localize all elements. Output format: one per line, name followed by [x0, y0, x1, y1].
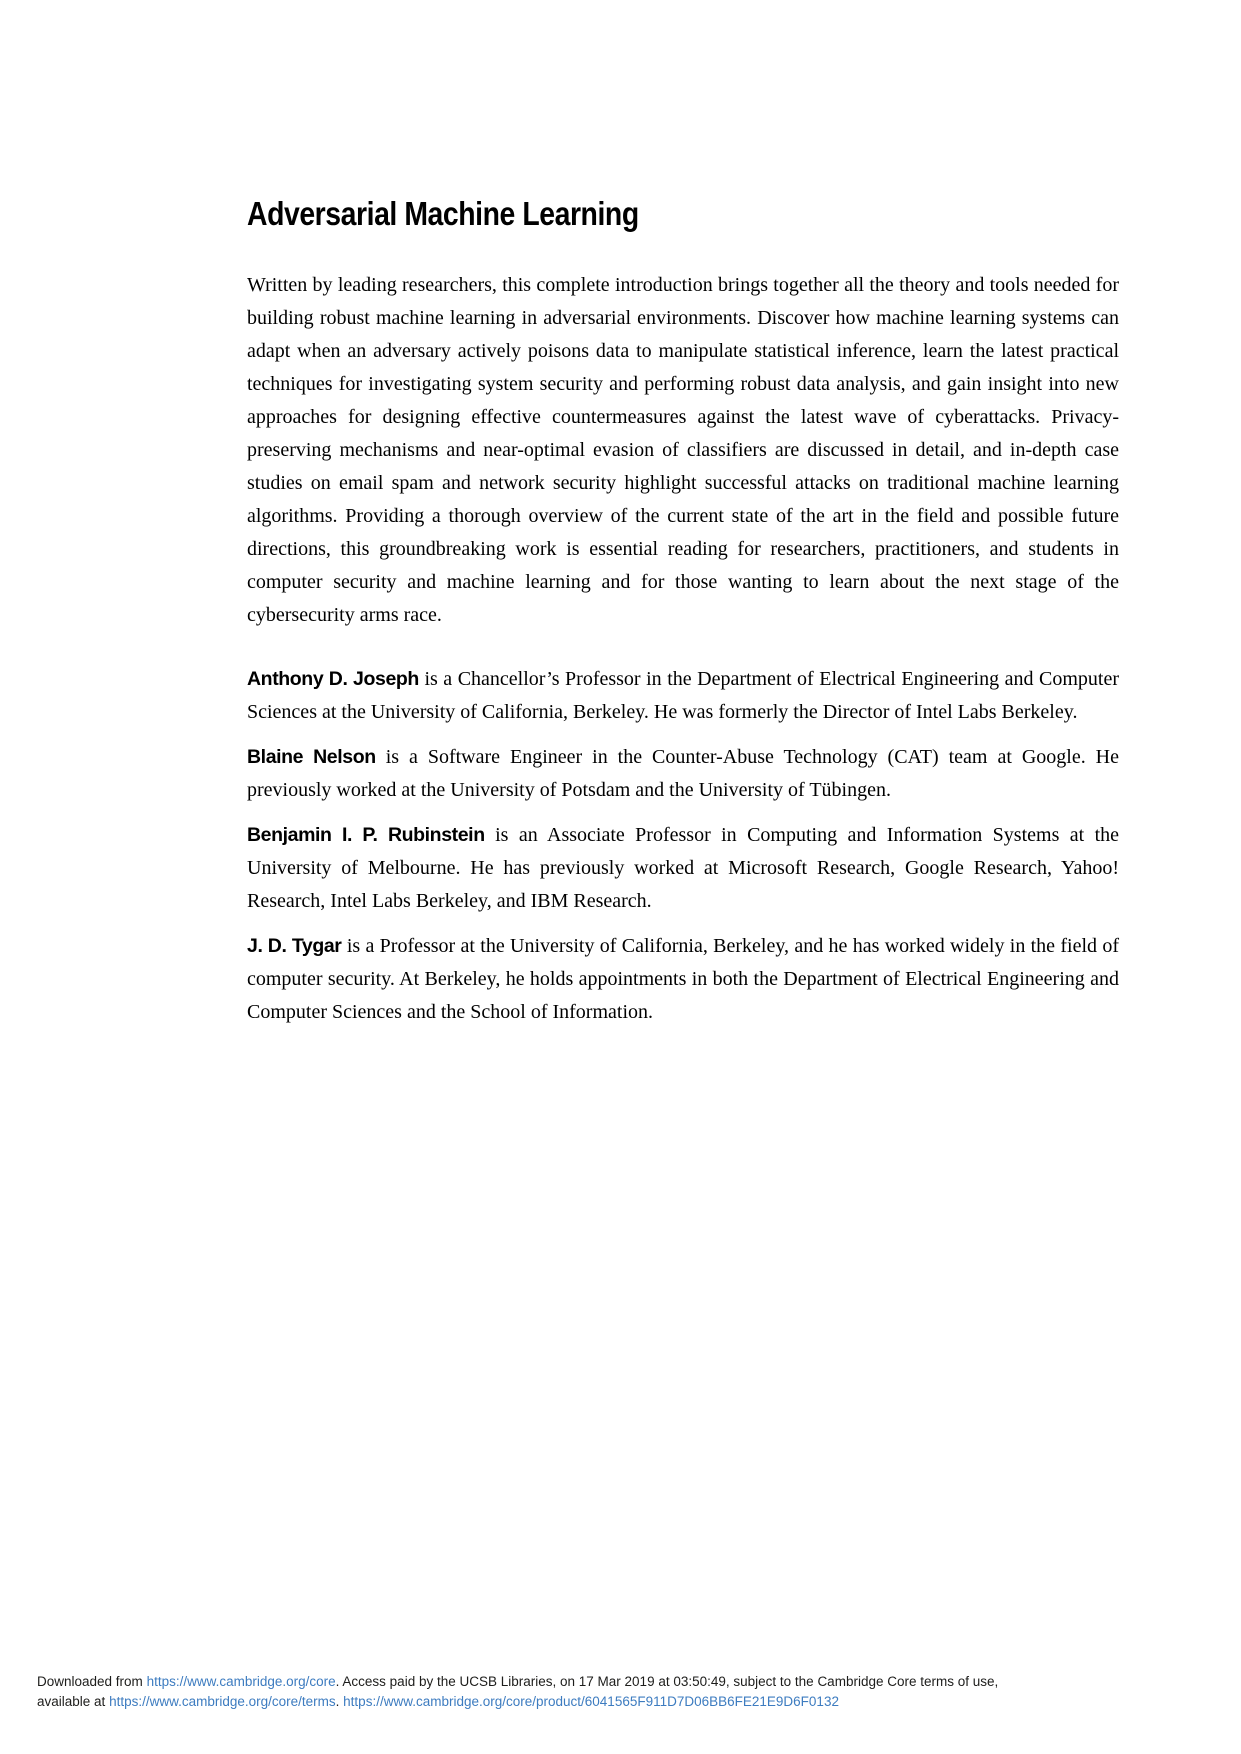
- author-bio: [247, 663, 1119, 729]
- product-link[interactable]: https://www.cambridge.org/core/product/6041565F911D7D06BB6FE21E9D6F0132: [343, 1694, 839, 1709]
- author-name: J. D. Tygar: [247, 935, 342, 957]
- author-bio-text: is an Associate Professor in Computing and Information Systems at the University of Melbourne. He has previously worked at Microsoft Research, Google Research, Yahoo! Research, Intel Labs Berkeley, and IBM Research.: [247, 824, 1120, 912]
- page-content: [247, 194, 1119, 1029]
- author-name: Anthony D. Joseph: [247, 668, 419, 690]
- author-name: Blaine Nelson: [247, 746, 376, 768]
- author-bio: [247, 741, 1119, 807]
- terms-link[interactable]: https://www.cambridge.org/core/terms: [109, 1694, 336, 1709]
- available-at-text: available at: [37, 1694, 110, 1709]
- author-bio-text: is a Professor at the University of California, Berkeley, and he has worked widely in the field of computer security. At Berkeley, he holds appointments in both the Department of Electrical Engineering and Computer Sciences and the School of Information.: [247, 935, 1120, 1023]
- book-description: Written by leading researchers, this complete introduction brings together all the theory and tools needed for building robust machine learning in adversarial environments. Discover how machine learning systems can adapt when an adversary actively poisons data to manipulate statistical inference, learn the latest practical techniques for investigating system security and performing robust data analysis, and gain insight into new approaches for designing effective countermeasures against the latest wave of cyberattacks. Privacy-preserving mechanisms and near-optimal evasion of classifiers are discussed in detail, and in-depth case studies on email spam and network security highlight successful attacks on traditional machine learning algorithms. Providing a thorough overview of the current state of the art in the field and possible future directions, this groundbreaking work is essential reading for researchers, practitioners, and students in computer security and machine learning and for those wanting to learn about the next stage of the cybersecurity arms race.: [247, 274, 1119, 626]
- author-bio: [247, 930, 1119, 1029]
- footer-line-2: [37, 1692, 1217, 1712]
- downloaded-from-text: Downloaded from: [37, 1674, 147, 1689]
- author-bio-text: is a Chancellor’s Professor in the Department of Electrical Engineering and Computer Sciences at the University of California, Berkeley. He was formerly the Director of Intel Labs Berkeley.: [247, 668, 1120, 723]
- author-name: Benjamin I. P. Rubinstein: [247, 824, 485, 846]
- page-title: Adversarial Machine Learning: [247, 195, 639, 232]
- author-bio-text: is a Software Engineer in the Counter-Abuse Technology (CAT) team at Google. He previously worked at the University of Potsdam and the University of Tübingen.: [247, 746, 1120, 801]
- cambridge-core-link[interactable]: https://www.cambridge.org/core: [146, 1674, 336, 1689]
- author-bio: [247, 819, 1119, 918]
- footer-separator-text: .: [335, 1694, 344, 1709]
- access-note-text: . Access paid by the UCSB Libraries, on 17 Mar 2019 at 03:50:49, subject to the Cambridge Core terms of use,: [335, 1674, 999, 1689]
- footer-line-1: [37, 1672, 1217, 1692]
- footer: [37, 1672, 1217, 1712]
